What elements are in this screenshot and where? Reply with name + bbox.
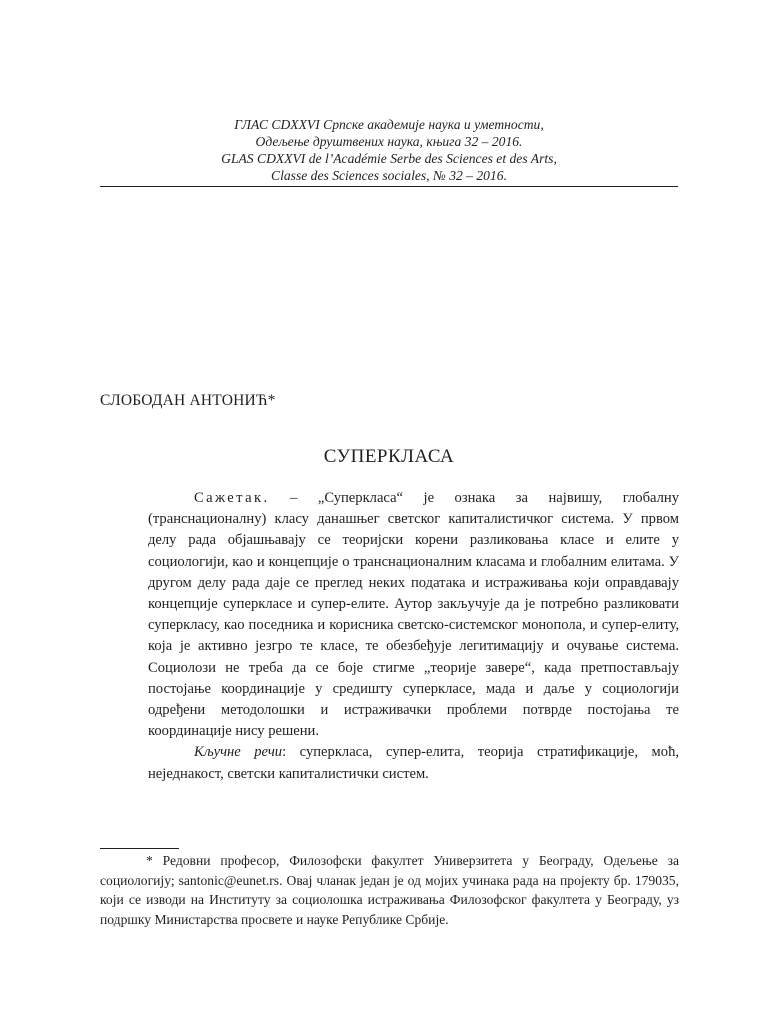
header-line: Одељење друштвених наука, књига 32 – 2016. [255,134,523,149]
journal-header [100,116,678,184]
footnote-divider [100,848,179,849]
abstract-paragraph [148,488,679,742]
header-divider [100,186,678,187]
abstract-text: – „Суперкласа“ је ознака за највишу, глобалну (транснационалну) класу данашњег светског капиталистичког система. У првом делу рада објашњавају се теоријски корени разликовања класе и елите у социологији, као и концепције о транснационалним класама и глобалним елитама. У другом делу рада даје се преглед неких података и истраживања који оправдавају концепције суперкласе и супер-елите. Аутор закључује да је потребно разликовати суперкласу, као поседника и корисника светско-системског монопола, и супер-елиту, која је активно језгро те класе, те обезбеђује легитимацију и очување система. Социолози не треба да се боје стигме „теорије завере“, када претпостављају постојање координације у средишту суперкласе, мада и даље у социологији одређени методолошки и истраживачки проблеми потврде постојања те координације нису решени. [148,490,679,740]
author-name: СЛОБОДАН АНТОНИЋ* [100,392,276,409]
header-line: Classe des Sciences sociales, № 32 – 2016. [271,168,507,183]
abstract-label: Сажетак. [194,490,270,506]
header-line: ГЛАС CDXXVI Српске академије наука и уметности, [234,117,544,132]
article-title: СУПЕРКЛАСА [323,446,455,467]
keywords-paragraph [148,742,679,784]
footnote-text: * Редовни професор, Филозофски факултет Универзитета у Београду, Одељење за социологију; santonic@eunet.rs. Овај чланак један је од мојих учинака рада на пројекту бр. 179035, који се изводи на Институту за социолошка истраживања Филозофског факултета у Београду, уз подршку Министарства просвете и науке Републике Србије. [100,853,679,927]
abstract [148,488,679,785]
keywords-text: : суперкласа, супер-елита, теорија стратификације, моћ, неједнакост, светски капиталистички систем. [148,744,680,782]
keywords-label: Кључне речи [194,744,283,761]
header-line: GLAS CDXXVI de l’Académie Serbe des Sciences et des Arts, [221,151,557,166]
footnote [100,851,679,929]
